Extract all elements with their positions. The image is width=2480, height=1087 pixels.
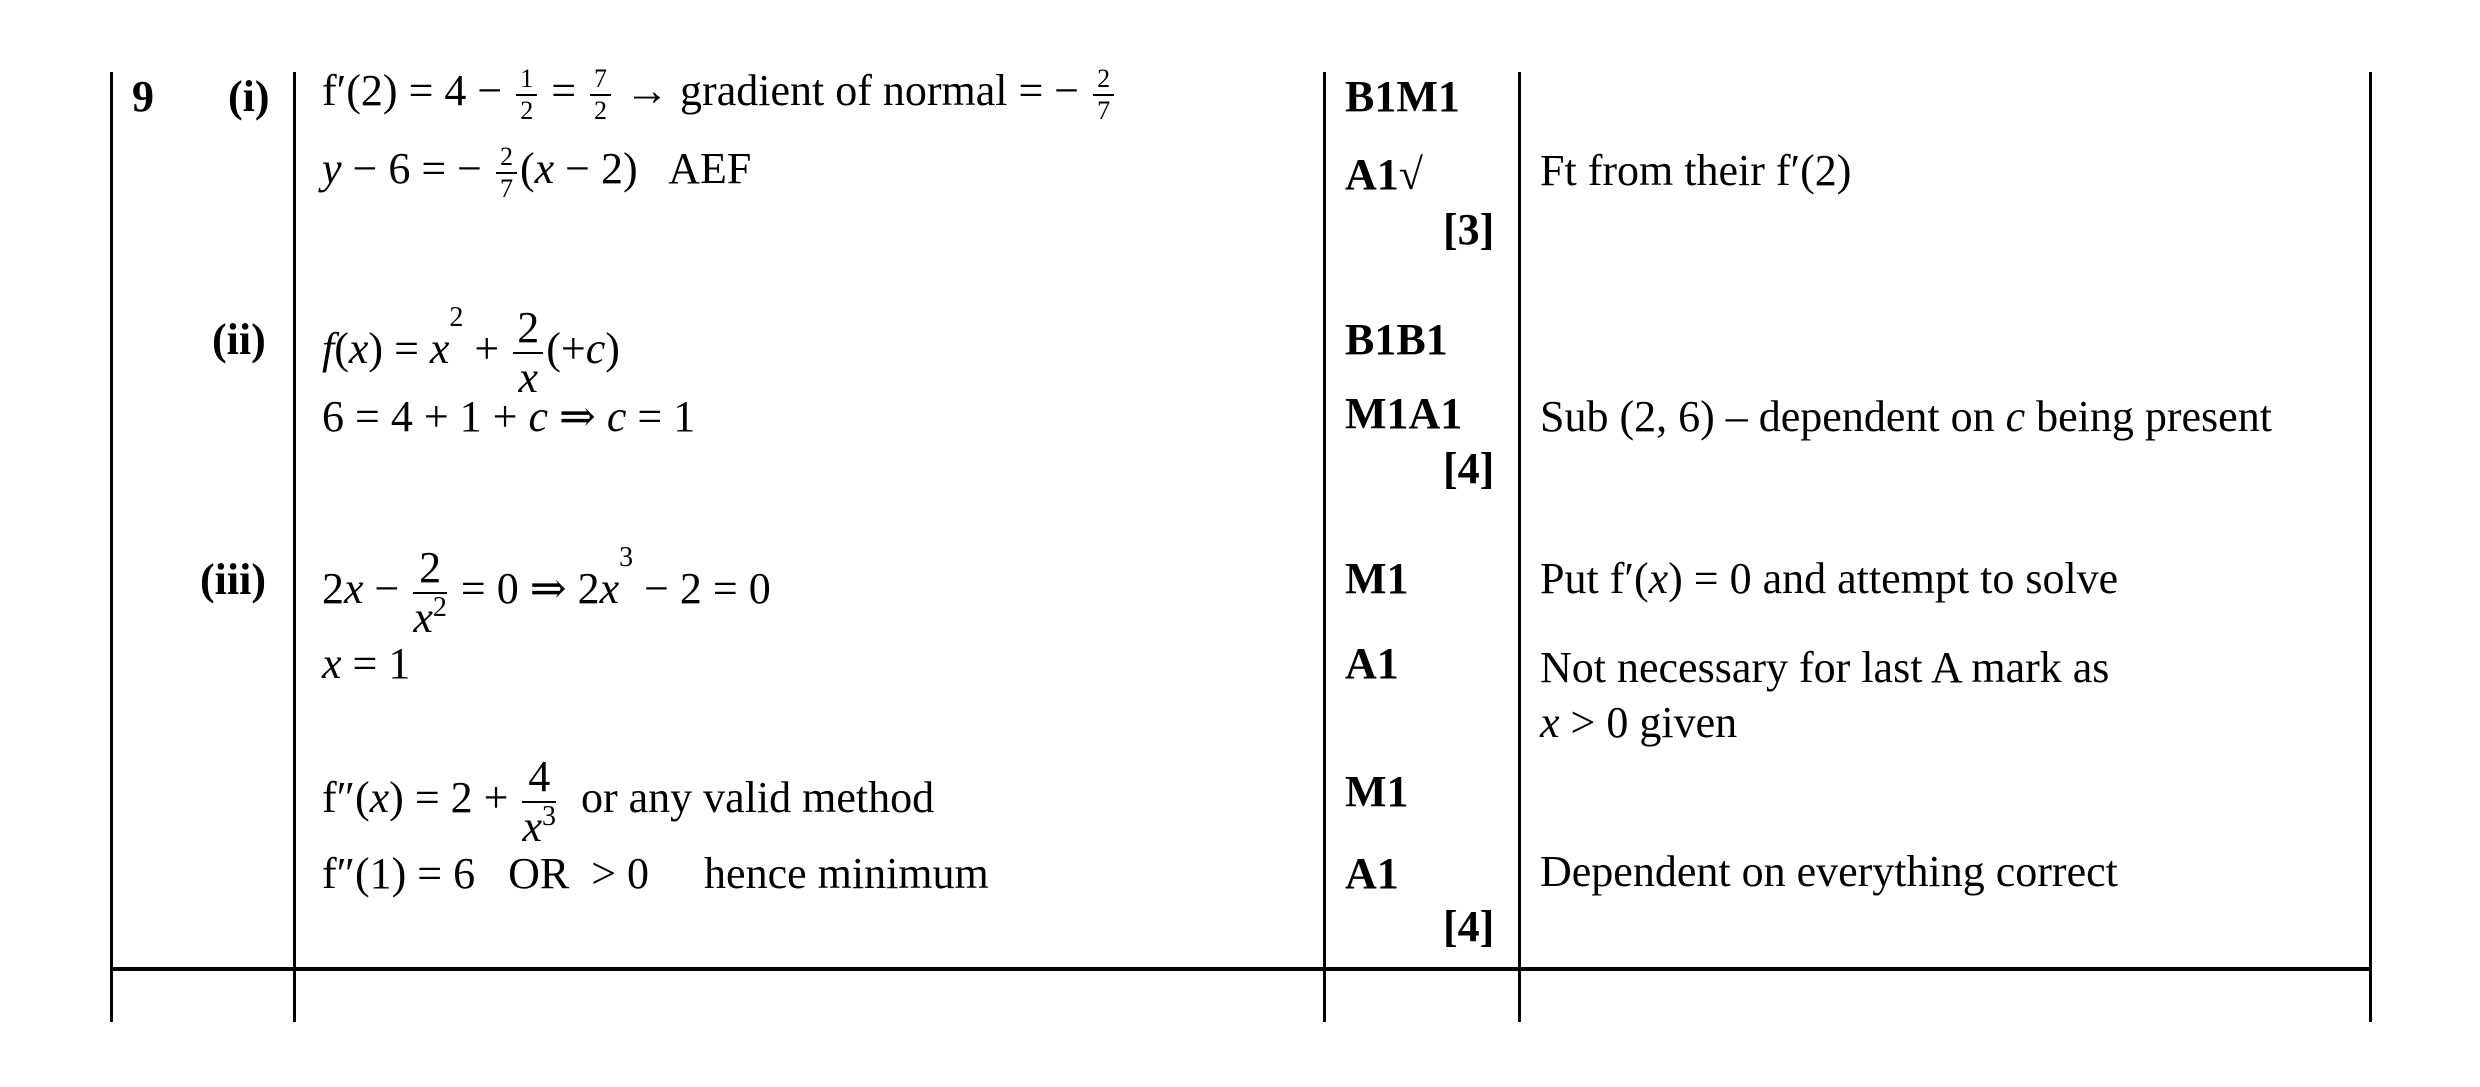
guidance-iii-1: Put f′(x) = 0 and attempt to solve [1540, 554, 2119, 603]
mark-iii-3: M1 [1345, 767, 1409, 816]
total-iii: [4] [1443, 902, 1495, 951]
question-separator-line [110, 967, 2372, 971]
mark-ii-2: M1A1 [1345, 389, 1463, 438]
guidance-column-divider [1518, 72, 1521, 1022]
part-column-divider [293, 72, 296, 1022]
working-iii-3: f″(x) = 2 + $\frac{4}{x^3}$ or any valid method [322, 752, 935, 851]
working-iii-4: f″(1) = 6 OR > 0 hence minimum [322, 849, 989, 898]
part-label-i: (i) [228, 72, 270, 121]
guidance-iii-4: Dependent on everything correct [1540, 847, 2118, 896]
guidance-i-2: Ft from their f′(2) [1540, 146, 1852, 195]
guidance-ii-2: Sub (2, 6) – dependent on c being present [1540, 392, 2272, 441]
table-left-border [110, 72, 113, 1022]
mark-ii-1: B1B1 [1345, 315, 1448, 364]
working-ii-1: $f(x) = x^2$ + $\frac{2}{x}$ (+c) [322, 302, 620, 402]
total-i: [3] [1443, 205, 1495, 254]
mark-i-2: A1√ [1345, 150, 1423, 199]
total-ii: [4] [1443, 444, 1495, 493]
mark-iii-4: A1 [1345, 849, 1399, 898]
part-label-ii: (ii) [212, 315, 266, 364]
working-ii-2: 6 = 4 + 1 + c ⇒ c = 1 [322, 392, 696, 441]
working-iii-2: x = 1 [322, 639, 411, 688]
mark-iii-2: A1 [1345, 639, 1399, 688]
part-label-iii: (iii) [200, 555, 266, 604]
table-right-border [2369, 72, 2372, 1022]
guidance-iii-2: Not necessary for last A mark as x > 0 given [1540, 643, 2110, 747]
working-i-2: y − 6 = − $\frac{2}{7}$ (x − 2) AEF [322, 142, 752, 203]
question-number: 9 [132, 72, 154, 121]
working-iii-1: 2x − $\frac{2}{x^2}$ = 0 ⇒ $2x^3 - 2 = 0$ [322, 542, 771, 642]
working-i-1: f′(2) = 4 − $\frac{1}{2}$ = $\frac{7}{2}$ → gradient of normal = − $\frac{2}{7}$ [322, 66, 1117, 124]
mark-i-1: B1M1 [1345, 72, 1460, 121]
mark-iii-1: M1 [1345, 554, 1409, 603]
mark-column-divider [1323, 72, 1326, 1022]
